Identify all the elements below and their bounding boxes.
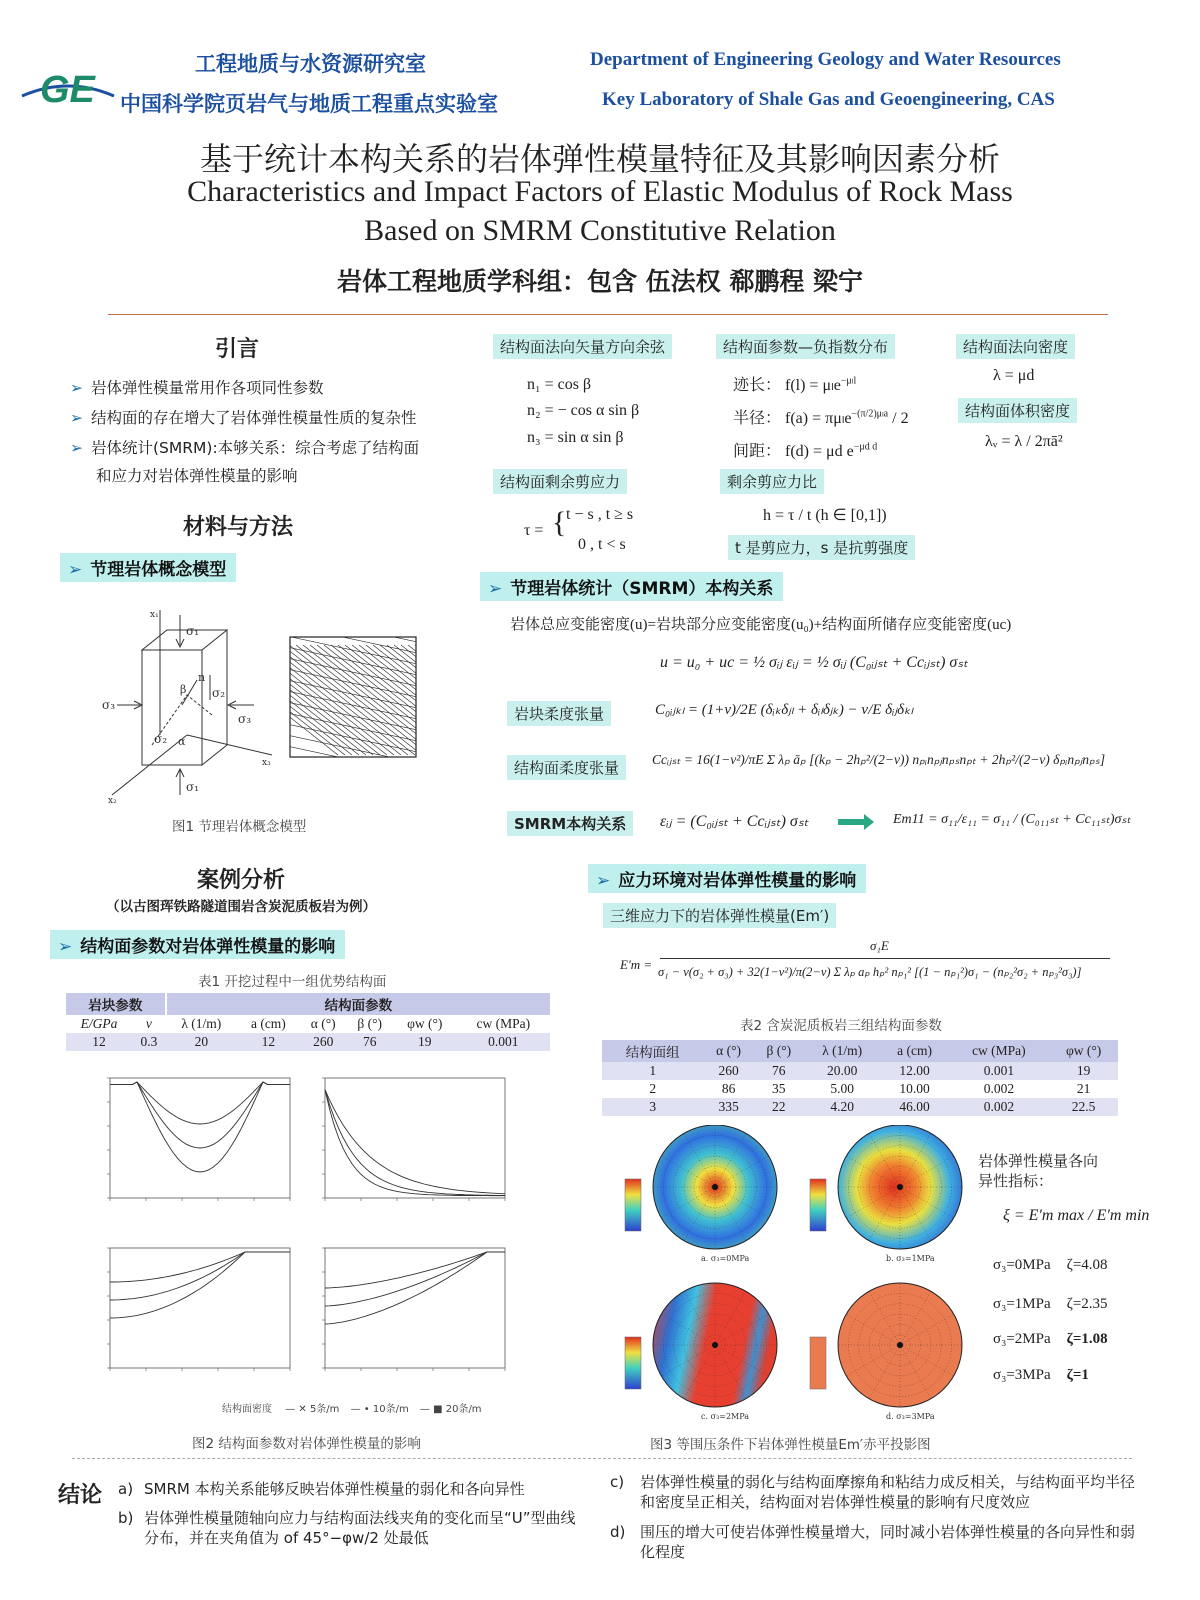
svg-text:σ₃: σ₃: [102, 698, 116, 712]
joint-line: [282, 605, 422, 632]
fig2-curve: [110, 1252, 290, 1300]
conclusion-item-b: b) 岩体弹性模量随轴向应力与结构面法线夹角的变化而呈“U”型曲线分布，并在夹角值为 of 45°−φw/2 处最低: [118, 1509, 576, 1547]
formula-radius: 半径： f(a) = πμₗe$^{-(\pi/2)\mu_la}$ / 2: [733, 408, 909, 427]
joint-line: [282, 767, 422, 797]
svg-text:x₂: x₂: [108, 796, 117, 805]
stereo-label: b. σ₃=1MPa: [886, 1254, 935, 1263]
stereo-label: c. σ₃=2MPa: [701, 1412, 750, 1421]
title-en-line2: Based on SMRM Constitutive Relation: [364, 214, 836, 247]
aniso-row-2: σ₃=2MPa ζ=1.08: [993, 1331, 1108, 1347]
stereo-panel: [810, 1283, 962, 1421]
conclusion-item-d: d) 围压的增大可使岩体弹性模量增大，同时减小岩体弹性模量的各向异性和弱化程度: [610, 1523, 1136, 1561]
table1-cell: 76: [363, 1034, 377, 1049]
fig2-curve: [110, 1082, 290, 1172]
em-formula-fraction-bar: [660, 958, 1110, 959]
aniso-title-2: 异性指标：: [978, 1172, 1054, 1190]
fig3-caption: 图3 等围压条件下岩体弹性模量Em′赤平投影图: [650, 1437, 931, 1453]
table2-row: 2 86 35 5.00 10.00 0.002 21: [602, 1080, 1118, 1098]
fig2-curve: [325, 1090, 505, 1196]
case-heading: 案例分析: [197, 868, 286, 893]
param-influence-subheading: ➢ 结构面参数对岩体弹性模量的影响: [50, 930, 345, 959]
aniso-formula: ξ = E′m max / E′m min: [1003, 1207, 1150, 1224]
aniso-row-1: σ₃=1MPa ζ=2.35: [993, 1296, 1108, 1312]
fig2-parameter-curves: [90, 1073, 540, 1418]
stereo-center: [897, 1184, 903, 1190]
smrm-formula: εᵢⱼ = (C₀ᵢⱼₛₜ + Ccᵢⱼₛₜ) σₛₜ: [660, 813, 809, 830]
fig2-curve: [110, 1252, 290, 1282]
formula-n1: n₁ = cos β: [527, 376, 592, 393]
table1-col: E/GPa: [80, 1016, 118, 1031]
table1-col: β (°): [357, 1016, 383, 1031]
stereo-center: [897, 1342, 903, 1348]
table2-col: φw (°): [1065, 1043, 1102, 1058]
formula-tau-case1: t − s , t ≥ s: [566, 506, 634, 523]
svg-text:σ₁: σ₁: [186, 780, 200, 794]
intro-bullet-3-cont: 和应力对岩体弹性模量的影响: [96, 467, 298, 485]
intro-bullet-2: ➢ 结构面的存在增大了岩体弹性模量性质的复杂性: [70, 409, 417, 427]
tag-3d-modulus: 三维应力下的岩体弹性模量(Em′): [603, 903, 836, 928]
energy-density-formula: u = u₀ + uc = ½ σᵢⱼ εᵢⱼ = ½ σᵢⱼ (C₀ᵢⱼₛₜ + Ccᵢⱼₛₜ) σₛₜ: [660, 654, 968, 671]
svg-text:σ₂: σ₂: [212, 686, 226, 700]
fig2-panel: [322, 1248, 505, 1371]
methods-heading: 材料与方法: [183, 515, 294, 540]
tau-brace: {: [552, 506, 567, 539]
table2-col: a (cm): [897, 1043, 932, 1058]
em-formula-numerator: σ₁E: [870, 938, 889, 953]
table1-col: φw (°): [407, 1016, 443, 1031]
aniso-row-3: σ₃=3MPa ζ=1: [993, 1367, 1089, 1383]
fig2-curve: [325, 1252, 505, 1324]
table1-col: cw (MPa): [476, 1016, 531, 1031]
tag-joint-compliance: 结构面柔度张量: [507, 755, 626, 780]
svg-text:σ₁: σ₁: [186, 624, 200, 638]
table1-col: ν: [145, 1016, 152, 1031]
table2-col: λ (1/m): [822, 1043, 863, 1058]
table2-caption: 表2 含炭泥质板岩三组结构面参数: [740, 1018, 942, 1034]
tag-neg-exp-distribution: 结构面参数—负指数分布: [716, 334, 895, 359]
ratio-note: t 是剪应力，s 是抗剪强度: [728, 535, 915, 560]
org-name-en: Department of Engineering Geology and Water Resources: [590, 49, 1061, 70]
svg-text:x₃: x₃: [262, 758, 271, 768]
joint-line: [282, 605, 422, 621]
table1-cell: 12: [261, 1034, 276, 1049]
joint-line: [422, 645, 432, 755]
tag-residual-shear: 结构面剩余剪应力: [493, 469, 627, 494]
case-subtitle: （以古图珲铁路隧道围岩含炭泥质板岩为例）: [106, 899, 376, 915]
conclusion-item-a: a) SMRM 本构关系能够反映岩体弹性模量的弱化和各向异性: [118, 1480, 525, 1498]
formula-tau-case2: 0 , t < s: [578, 536, 626, 553]
tag-normal-cosines: 结构面法向矢量方向余弦: [493, 334, 672, 359]
em-formula-denominator: σ₁ − ν(σ₂ + σ₃) + 32(1−ν²)/π(2−ν) Σ λₚ aₚ hₚ² nₚ₁² [(1 − nₚ₁²)σ₁ − (nₚ₂²σ₂ + nₚ₃²σ₃)]: [658, 965, 1082, 979]
table2-col: α (°): [716, 1043, 741, 1058]
fig2-curve: [325, 1090, 505, 1196]
org-name-cn: 工程地质与水资源研究室: [195, 52, 426, 76]
joint-line: [282, 778, 422, 805]
formula-spacing: 间距： f(d) = μd $e^{-\mu d d}$: [733, 441, 878, 460]
fig2-legend: 结构面密度 — ✕ 5条/m — • 10条/m — ■ 20条/m: [222, 1404, 482, 1415]
lab-name-en: Key Laboratory of Shale Gas and Geoengineering, CAS: [602, 89, 1055, 110]
fig2-panel-frame: [110, 1248, 290, 1368]
fig2-curve: [110, 1082, 290, 1148]
tag-smrm-relation: SMRM本构关系: [507, 811, 633, 836]
table1-cell: 19: [418, 1034, 432, 1049]
joint-line: [282, 756, 422, 786]
fig2-curve: [110, 1252, 290, 1318]
tag-volume-density: 结构面体积密度: [958, 398, 1077, 423]
table1-group-rock: 岩块参数: [66, 993, 166, 1015]
energy-density-text: 岩体总应变能密度(u)=岩块部分应变能密度(u₀)+结构面所储存应变能密度(uc): [510, 617, 1012, 633]
svg-text:σ₂: σ₂: [154, 732, 168, 746]
stereo-panel: [625, 1125, 777, 1263]
formula-tau-lhs: τ =: [524, 522, 544, 539]
em-formula-lhs: E′m =: [620, 957, 653, 972]
svg-text:β: β: [180, 683, 187, 696]
stereo-label: d. σ₃=3MPa: [886, 1412, 935, 1421]
fig2-curve: [325, 1090, 505, 1194]
joint-line: [282, 789, 422, 805]
formula-density: λ = μd: [993, 367, 1035, 384]
arrow-right-icon: [836, 812, 876, 832]
joint-line: [282, 605, 422, 610]
joint-line: [282, 800, 422, 805]
tag-residual-ratio: 剩余剪应力比: [720, 469, 824, 494]
conclusion-item-c: c) 岩体弹性模量的弱化与结构面摩擦角和粘结力成反相关，与结构面平均半径和密度呈正相关，结构面对岩体弹性模量的影响有尺度效应: [610, 1473, 1136, 1511]
formula-trace-length: 迹长： f(l) = μₗe$^{-\mu_ll}$: [733, 375, 857, 394]
aniso-title-1: 岩体弹性模量各向: [978, 1152, 1099, 1170]
table2-col: β (°): [766, 1043, 792, 1058]
smrm-subheading: ➢ 节理岩体统计（SMRM）本构关系: [480, 572, 783, 601]
formula-n2: n₂ = − cos α sin β: [527, 402, 640, 419]
model-subheading: ➢ 节理岩体概念模型: [60, 553, 236, 582]
fig2-caption: 图2 结构面参数对岩体弹性模量的影响: [192, 1436, 421, 1452]
joint-compliance-formula: Ccᵢⱼₛₜ = 16(1−ν²)/πE Σ λₚ āₚ [(kₚ − 2hₚ²/(2−ν)) nₚᵢnₚⱼnₚₛnₚₜ + 2hₚ²/(2−ν) δₚᵢnₚⱼnₚₛ]: [652, 752, 1106, 767]
table1-cell: 260: [313, 1034, 334, 1049]
conclusion-divider: [72, 1458, 1132, 1459]
table2-col: 结构面组: [625, 1045, 680, 1060]
table1-group-joint: 结构面参数: [166, 993, 550, 1015]
header-divider: [108, 314, 1108, 315]
tag-normal-density: 结构面法向密度: [956, 334, 1075, 359]
lab-name-cn: 中国科学院页岩气与地质工程重点实验室: [120, 92, 498, 116]
svg-text:α: α: [178, 735, 186, 748]
fig2-panel: [322, 1078, 505, 1201]
modulus-formula: Em11 = σ₁₁/ε₁₁ = σ₁₁ / (C₀₁₁ₛₜ + Cc₁₁ₛₜ)σₛₜ: [893, 812, 1131, 827]
joint-line: [415, 645, 432, 755]
table1-col: a (cm): [250, 1016, 286, 1031]
block-compliance-formula: C₀ᵢⱼₖₗ = (1+ν)/2E (δᵢₖδⱼₗ + δᵢₗδⱼₖ) − ν/E δᵢⱼδₖₗ: [655, 702, 913, 718]
ge-logo: [18, 58, 118, 118]
stereo-panel: [810, 1125, 962, 1263]
fig2-panel-frame: [325, 1248, 505, 1368]
stereo-colorbar: [625, 1179, 641, 1231]
table1-cell: 12: [92, 1034, 106, 1049]
table2-row: 1 260 76 20.00 12.00 0.001 19: [602, 1062, 1118, 1080]
intro-bullet-3: ➢ 岩体统计(SMRM):本够关系：综合考虑了结构面: [70, 439, 420, 457]
fig2-curve: [325, 1252, 505, 1288]
fig2-curve: [110, 1082, 290, 1124]
table1: [66, 993, 550, 1051]
stereo-center: [712, 1184, 718, 1190]
table2-row: 3 335 22 4.20 46.00 0.002 22.5: [602, 1098, 1118, 1116]
fig2-panel: [107, 1078, 290, 1201]
svg-text:n: n: [198, 671, 206, 684]
stereo-panel: [625, 1283, 777, 1421]
formula-ratio: h = τ / t (h ∈ [0,1]): [763, 507, 887, 524]
stereo-colorbar: [810, 1179, 826, 1231]
title-cn: 基于统计本构关系的岩体弹性模量特征及其影响因素分析: [199, 140, 1000, 178]
table1-cell: 0.3: [140, 1034, 158, 1049]
conclusion-heading: 结论: [58, 1483, 103, 1508]
authors: 岩体工程地质学科组：包含 伍法权 郗鹏程 梁宁: [336, 267, 864, 296]
fig1-conceptual-model: [92, 605, 432, 805]
table2-col: cw (MPa): [972, 1043, 1026, 1058]
logo-text: GE: [40, 69, 95, 111]
table1-col: λ (1/m): [181, 1016, 222, 1031]
formula-n3: n₃ = sin α sin β: [527, 429, 624, 446]
intro-bullet-1: ➢ 岩体弹性模量常用作各项同性参数: [70, 379, 324, 397]
stereo-center: [712, 1342, 718, 1348]
svg-text:x₁: x₁: [150, 610, 159, 620]
formula-volume-density: λᵥ = λ / 2πā²: [985, 433, 1063, 450]
table1-cell: 20: [194, 1034, 209, 1049]
title-en-line1: Characteristics and Impact Factors of Elastic Modulus of Rock Mass: [187, 175, 1013, 208]
svg-text:σ₃: σ₃: [238, 712, 252, 726]
fig2-panel: [107, 1248, 290, 1371]
joint-line: [429, 645, 432, 755]
fig2-curve: [325, 1252, 505, 1306]
fig1-caption: 图1 节理岩体概念模型: [172, 819, 307, 835]
stress-influence-subheading: ➢ 应力环境对岩体弹性模量的影响: [588, 864, 866, 893]
table2: [602, 1040, 1118, 1116]
table1-col: α (°): [310, 1016, 336, 1031]
intro-heading: 引言: [215, 337, 260, 362]
table1-cell: 0.001: [488, 1034, 519, 1049]
fig2-panel-frame: [110, 1078, 290, 1198]
stereo-colorbar: [810, 1337, 826, 1389]
stereo-label: a. σ₃=0MPa: [701, 1254, 750, 1263]
stereo-colorbar: [625, 1337, 641, 1389]
aniso-row-0: σ₃=0MPa ζ=4.08: [993, 1257, 1108, 1273]
table1-caption: 表1 开挖过程中一组优势结构面: [198, 974, 387, 990]
fig3-stereo-projections: [605, 1125, 975, 1435]
tag-block-compliance: 岩块柔度张量: [507, 701, 611, 726]
